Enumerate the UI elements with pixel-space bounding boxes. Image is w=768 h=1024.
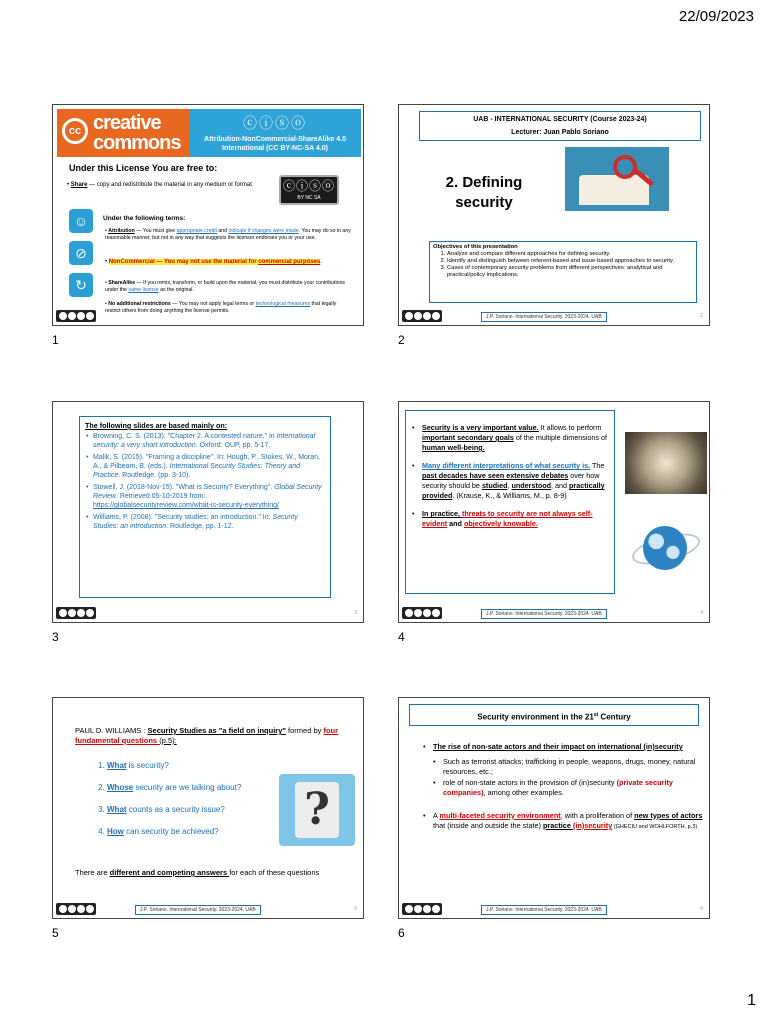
attribution-person-icon: ☺ [69,209,93,233]
inner-slide-number: 3 [354,610,357,616]
attribution-term: • Attribution — You must give appropriate credit and indicate if changes were made. You may do so in any reasonable manner, but not in any way that suggests the licensor endorses you or your use. [105,228,351,241]
by-nc-sa-badge: ⓒⓘⓢⓞ BY NC SA [279,175,339,205]
content-body [423,742,703,837]
bullet-paragraph: • Many different interpretations of what security is. The past decades have seen extensive debates over how security should be studied, understood, and practically provided. (Krause, K., & Williams, M., p. 8-9) [412,461,608,501]
slide-1-license [52,104,364,326]
bullet-paragraph: • Security is a very important value. It allows to perform important secondary goals of the multiple dimensions of human well-being. [412,423,608,453]
question-item: 2. Whose security are we talking about? [107,782,307,793]
license-heading: Under this License You are free to: [69,163,218,173]
license-title: Attribution-NonCommercial-ShareAlike 4.0 International (CC BY-NC-SA 4.0) [204,136,346,152]
page-number: 1 [747,992,756,1009]
bullet-item: • A multi-faceted security environment, with a proliferation of new types of actors that (inside and outside the state) practice (in)security (GHECIU and WOHLFORTH, p.3) [423,811,703,833]
bullet-paragraph: • In practice, threats to security are not always self-evident and objectively knowable. [412,509,608,529]
slide-number: 3 [52,630,59,644]
inner-slide-number: 2 [700,313,703,319]
inner-slide-number: 6 [700,906,703,912]
noncommercial-icon: ⊘ [69,241,93,265]
network-globe-image [625,432,707,494]
sharealike-term: • ShareAlike — If you remix, transform, or build upon the material, you must distribute your contributions under the same license as the original. [105,280,345,293]
print-date: 22/09/2023 [678,8,754,25]
slide-4-security-value [398,401,710,623]
cc-footer-badge-icon [402,607,442,619]
inner-slide-number: 5 [354,906,357,912]
slide-title: 2. Defining security [445,174,523,211]
slide-6-environment [398,697,710,919]
inner-slide-number: 4 [700,610,703,616]
cc-footer-badge-icon [402,310,442,322]
cc-ring-icon: cc [62,118,88,144]
world-globe-image [625,518,707,578]
objective-item: 3. Cases of contemporary security problems from different perspectives: analytical and practical/policy implications. [447,265,693,279]
slide-title: Security environment in the 21st Century [409,704,699,726]
intro-text: PAUL D. WILLIAMS : Security Studies as "a field on inquiry" formed by four fundamental questions (p.5): [75,726,339,745]
content-box [405,410,615,594]
slide-number: 1 [52,333,59,347]
sharealike-icon: ↻ [69,273,93,297]
terms-heading: Under the following terms: [103,215,186,222]
references-box: The following slides are based mainly on: • Browning, C. S. (2013). "Chapter 2. A contested nature," in International security: a very short introduction. Oxford: OUP, pp. 5-17. • Malik, S. (2015). "Framing a discipline". In: Hough, P., Stokes, W., Moran, A., & Pilbeam, B. (eds.). International Security Studies: Theory and Practice. Routledge. (pp. 3-10). • Stowell, J. (2018-Nov-15). "What is Security? Everything". Global Security Review. Retrieved 05-10-2019 from: https://globalsecurityreview.com/what-is-security-everything/ • Williams, P. (2008). "Security studies: an introduction." In: Security Studies: an introduction. Routledge, pp. 1-12. [79,416,331,598]
question-list [93,760,307,848]
question-item: 4. How can security be achieved? [107,826,307,837]
reference-item: • Williams, P. (2008). "Security studies: an introduction." In: Security Studies: an introduction. Routledge, pp. 1-12. [93,513,325,531]
license-icons: ⓒⓘⓢⓞ [243,115,307,131]
globe-icon [643,526,687,570]
question-mark-icon: ? [295,782,339,838]
cc-footer-badge-icon [56,607,96,619]
bullet-item: • The rise of non-sate actors and their impact on international (in)security [423,742,703,753]
objective-item: 2. Identify and distinguish between referent-based and issue-based approaches to security. [447,258,693,265]
license-banner [189,109,361,157]
noncommercial-term: • NonCommercial — You may not use the material for commercial purposes. [105,259,322,265]
slide-number: 2 [398,333,405,347]
sub-bullet-item: • Such as terrorist attacks; trafficking in people, weapons, drugs, money, natural resources, etc.; [423,757,703,778]
reference-link[interactable]: https://globalsecurityreview.com/what-is-security-everything/ [93,502,279,509]
cc-footer-badge-icon [56,903,96,915]
outro-text: There are different and competing answers for each of these questions [75,868,320,877]
book-magnifier-image [565,147,669,211]
objectives-box: Objectives of this presentation 1. Analyze and compare different approaches for defining security. 2. Identify and distinguish between referent-based and issue-based approaches to security. 3. Cases of contemporary security problems from different perspectives: analytical and practical/policy implications. [429,241,697,303]
cc-footer-badge-icon [402,903,442,915]
slide-5-questions [52,697,364,919]
slide-footer: J.P. Soriano. International Security. 2023-2024. UAB [135,905,261,915]
slide-number: 4 [398,630,405,644]
slide-number: 5 [52,926,59,940]
slide-footer: J.P. Soriano. International Security. 2023-2024. UAB [481,609,607,619]
course-box: UAB - INTERNATIONAL SECURITY (Course 2023-24) Lecturer: Juan Pablo Soriano [419,111,701,141]
sub-bullet-item: • role of non-state actors in the provision of (in)security (private security companies), among other examples. [423,778,703,799]
cc-footer-badge-icon [56,310,96,322]
magnifier-icon [613,155,637,179]
reference-item: • Stowell, J. (2018-Nov-15). "What is Security? Everything". Global Security Review. Retrieved 05-10-2019 from: https://globalsecurityreview.com/what-is-security-everything/ [93,483,325,510]
question-item: 3. What counts as a security issue? [107,804,307,815]
slide-number: 6 [398,926,405,940]
share-term: • Share — copy and redistribute the material in any medium or format [67,182,252,188]
reference-item: • Malik, S. (2015). "Framing a discipline". In: Hough, P., Stokes, W., Moran, A., & Pilbeam, B. (eds.). International Security Studies: Theory and Practice. Routledge. (pp. 3-10). [93,453,325,480]
reference-item: • Browning, C. S. (2013). "Chapter 2. A contested nature," in International security: a very short introduction. Oxford: OUP, pp. 5-17. [93,432,325,450]
no-additional-restrictions-term: • No additional restrictions — You may not apply legal terms or technological measures that legally restrict others from doing anything the license permits. [105,301,337,314]
puzzle-question-image [279,774,355,846]
objective-item: 1. Analyze and compare different approaches for defining security. [447,251,693,258]
question-item: 1. What is security? [107,760,307,771]
slide-footer: J.P. Soriano. International Security. 2023-2024. UAB [481,312,607,322]
creative-commons-logo: cc creative commons [57,109,189,157]
slide-2-title [398,104,710,326]
slide-3-references [52,401,364,623]
slide-footer: J.P. Soriano. International Security. 2023-2024. UAB [481,905,607,915]
